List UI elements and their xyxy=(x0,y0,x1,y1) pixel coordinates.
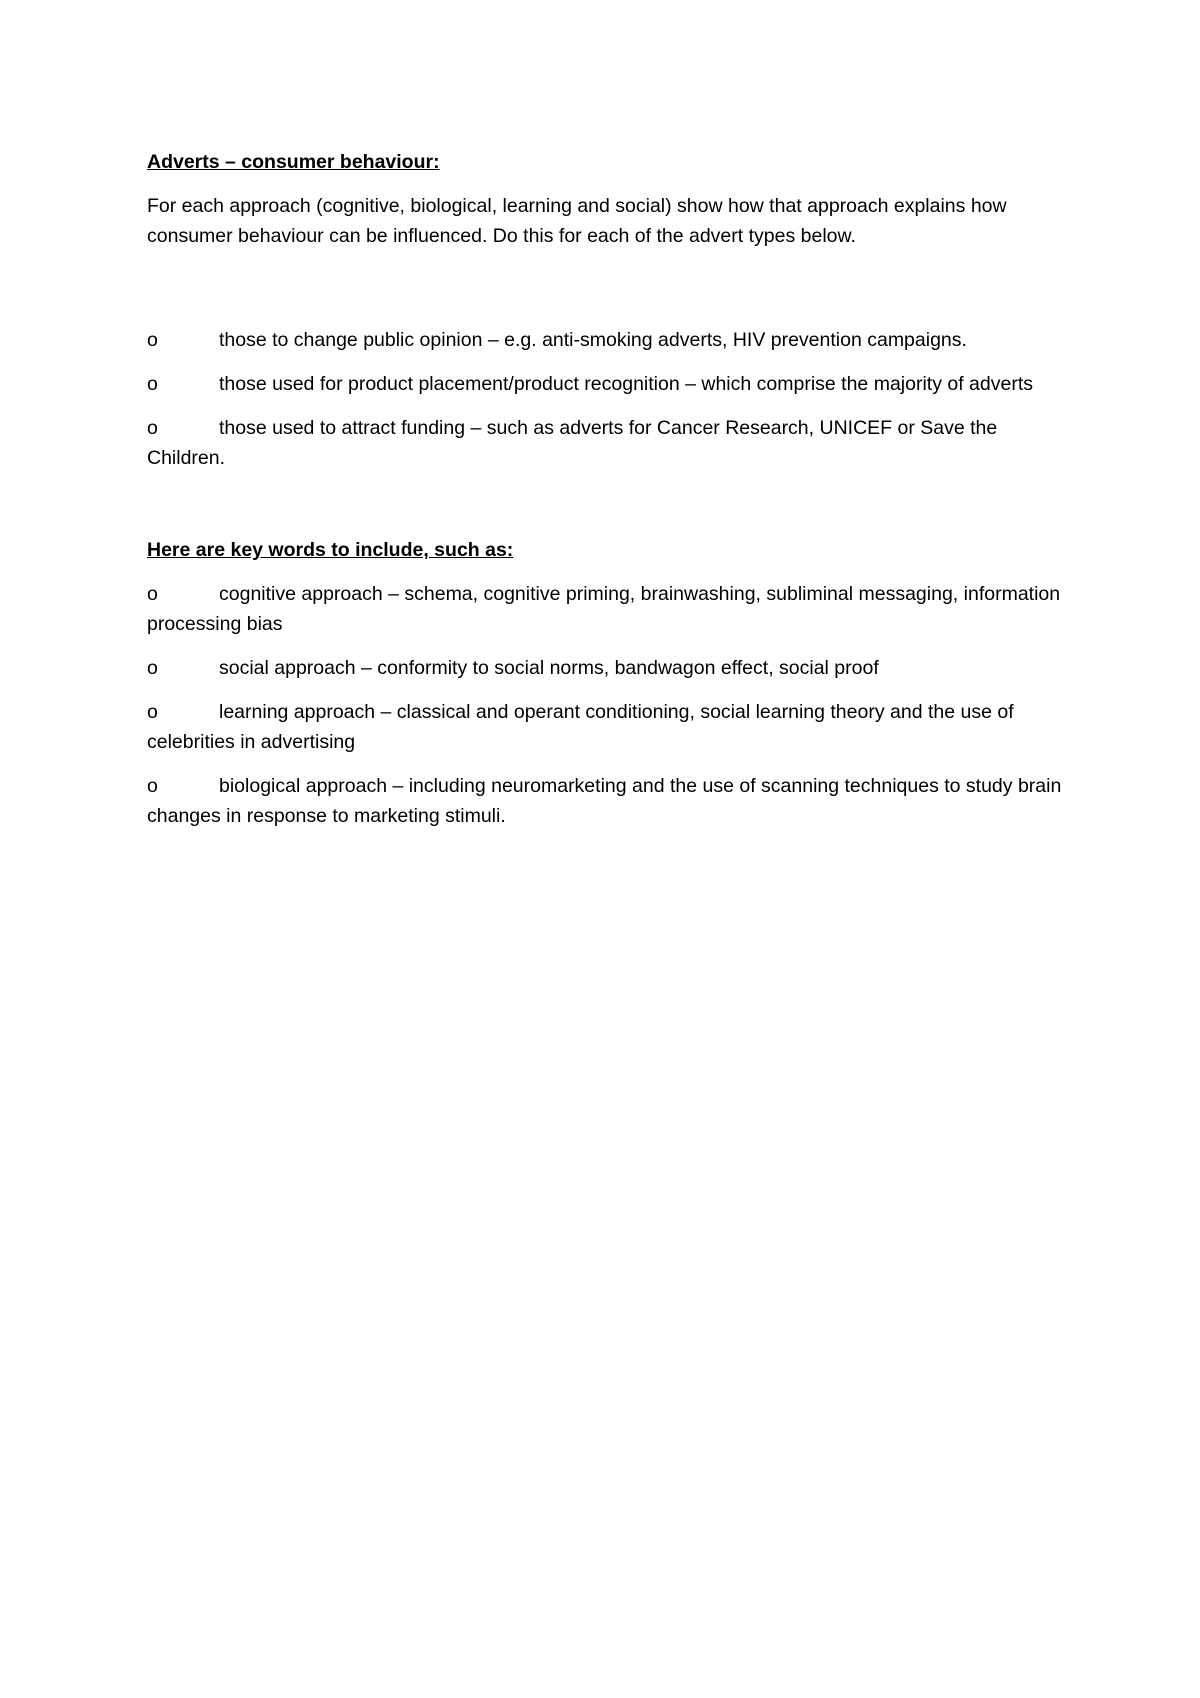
bullet-marker: o xyxy=(147,775,158,797)
document-heading: Adverts – consumer behaviour: xyxy=(147,151,440,173)
bullet-marker: o xyxy=(147,657,158,679)
list-item-text: biological approach – including neuromarketing and the use of scanning techniques to study brain changes in response to marketing stimuli. xyxy=(147,775,1062,827)
bullet-marker: o xyxy=(147,583,158,605)
intro-paragraph: For each approach (cognitive, biological, learning and social) show how that approach explains how consumer behaviour can be influenced. Do this for each of the advert types below. xyxy=(147,195,1007,247)
list-item xyxy=(147,325,1067,355)
list-item xyxy=(147,653,1067,683)
list-item xyxy=(147,413,1067,473)
list-item-text: social approach – conformity to social norms, bandwagon effect, social proof xyxy=(219,657,879,679)
keywords-heading: Here are key words to include, such as: xyxy=(147,539,514,561)
list-item xyxy=(147,369,1067,399)
bullet-marker: o xyxy=(147,373,158,395)
spacer xyxy=(147,473,1067,535)
keywords-list xyxy=(147,579,1067,831)
bullet-marker: o xyxy=(147,701,158,723)
list-item-text: those used for product placement/product recognition – which comprise the majority of adverts xyxy=(219,373,1034,395)
list-item-text: those to change public opinion – e.g. anti-smoking adverts, HIV prevention campaigns. xyxy=(219,329,967,351)
advert-types-list xyxy=(147,325,1067,473)
list-item xyxy=(147,697,1067,757)
list-item-text: those used to attract funding – such as adverts for Cancer Research, UNICEF or Save the Children. xyxy=(147,417,998,469)
bullet-marker: o xyxy=(147,417,158,439)
bullet-marker: o xyxy=(147,329,158,351)
spacer xyxy=(147,251,1067,311)
list-item xyxy=(147,579,1067,639)
list-item-text: learning approach – classical and operant conditioning, social learning theory and the use of celebrities in advertising xyxy=(147,701,1014,753)
list-item xyxy=(147,771,1067,831)
list-item-text: cognitive approach – schema, cognitive priming, brainwashing, subliminal messaging, information processing bias xyxy=(147,583,1061,635)
document-content xyxy=(147,147,1067,831)
